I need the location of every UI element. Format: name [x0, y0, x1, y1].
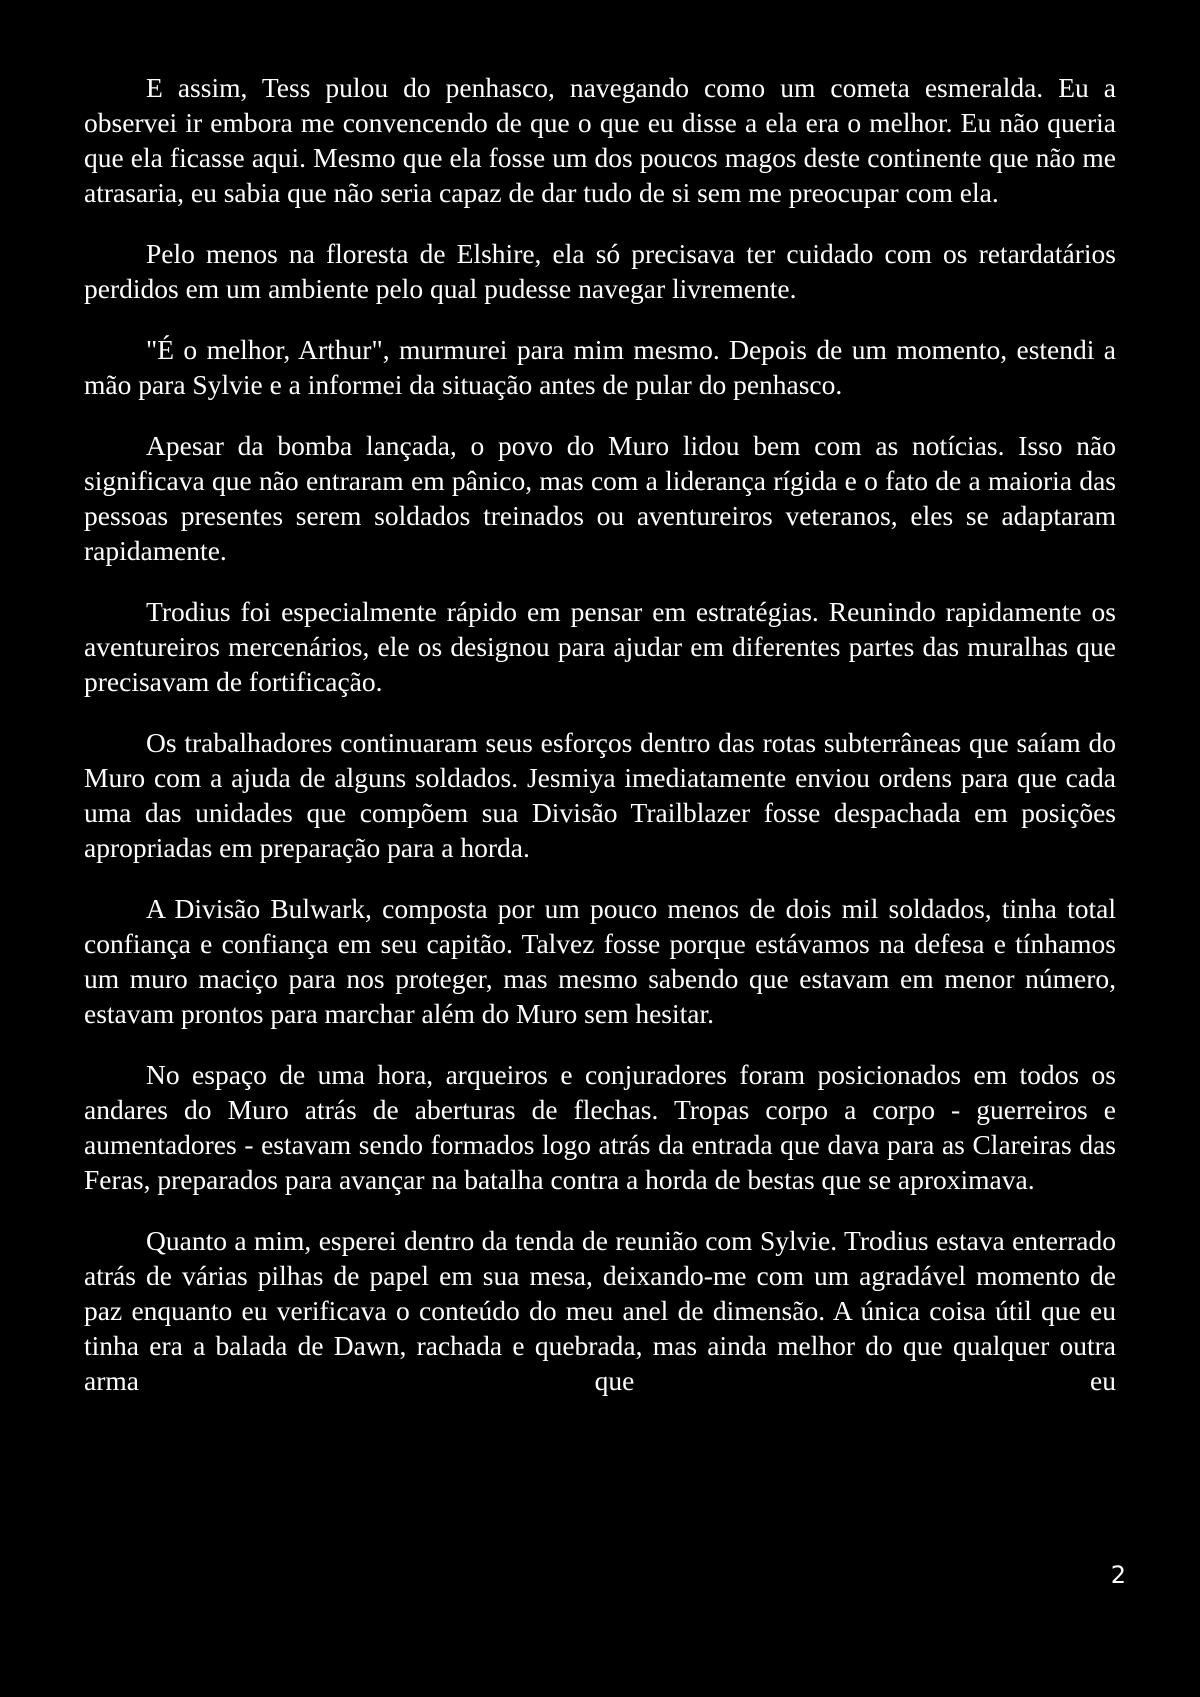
paragraph-9: Quanto a mim, esperei dentro da tenda de reunião com Sylvie. Trodius estava enterrado atrás de várias pilhas de papel em sua mesa, deixando-me com um agradável momento de paz enquanto eu verificava o conteúdo do meu anel de dimensão. A única coisa útil que eu tinha era a balada de Dawn, rachada e quebrada, mas ainda melhor do que qualquer outra arma que eu	[84, 1225, 1116, 1396]
paragraph-3: "É o melhor, Arthur", murmurei para mim mesmo. Depois de um momento, estendi a mão para Sylvie e a informei da situação antes de pular do penhasco.	[84, 334, 1116, 400]
paragraph-1: E assim, Tess pulou do penhasco, navegando como um cometa esmeralda. Eu a observei ir embora me convencendo de que o que eu disse a ela era o melhor. Eu não queria que ela ficasse aqui. Mesmo que ela fosse um dos poucos magos deste continente que não me atrasaria, eu sabia que não seria capaz de dar tudo de si sem me preocupar com ela.	[84, 72, 1116, 208]
body-text	[84, 70, 1116, 1424]
paragraph-6: Os trabalhadores continuaram seus esforços dentro das rotas subterrâneas que saíam do Muro com a ajuda de alguns soldados. Jesmiya imediatamente enviou ordens para que cada uma das unidades que compõem sua Divisão Trailblazer fosse despachada em posições apropriadas em preparação para a horda.	[84, 727, 1116, 863]
paragraph-7: A Divisão Bulwark, composta por um pouco menos de dois mil soldados, tinha total confiança e confiança em seu capitão. Talvez fosse porque estávamos na defesa e tínhamos um muro maciço para nos proteger, mas mesmo sabendo que estavam em menor número, estavam prontos para marchar além do Muro sem hesitar.	[84, 893, 1116, 1029]
paragraph-4: Apesar da bomba lançada, o povo do Muro lidou bem com as notícias. Isso não significava que não entraram em pânico, mas com a liderança rígida e o fato de a maioria das pessoas presentes serem soldados treinados ou aventureiros veteranos, eles se adaptaram rapidamente.	[84, 430, 1116, 566]
paragraph-2: Pelo menos na floresta de Elshire, ela só precisava ter cuidado com os retardatários perdidos em um ambiente pelo qual pudesse navegar livremente.	[84, 238, 1116, 304]
page-number: 2	[1110, 1561, 1126, 1589]
paragraph-5: Trodius foi especialmente rápido em pensar em estratégias. Reunindo rapidamente os aventureiros mercenários, ele os designou para ajudar em diferentes partes das muralhas que precisavam de fortificação.	[84, 596, 1116, 697]
paragraph-8: No espaço de uma hora, arqueiros e conjuradores foram posicionados em todos os andares do Muro atrás de aberturas de flechas. Tropas corpo a corpo - guerreiros e aumentadores - estavam sendo formados logo atrás da entrada que dava para as Clareiras das Feras, preparados para avançar na batalha contra a horda de bestas que se aproximava.	[84, 1059, 1116, 1195]
